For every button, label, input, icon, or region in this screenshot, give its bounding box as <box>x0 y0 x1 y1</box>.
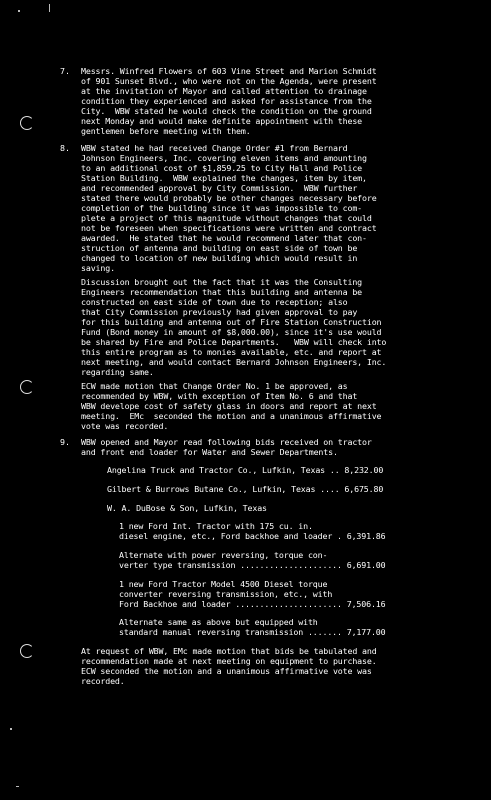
item7-line: City. WBW stated he would check the condition on the ground <box>81 106 372 116</box>
dubose-bid-line: 1 new Ford Tractor Model 4500 Diesel torque <box>119 579 328 589</box>
item8-para2-line: constructed on east side of town due to reception; also <box>81 297 348 307</box>
scan-speck <box>18 10 20 12</box>
scan-speck <box>49 4 50 12</box>
item-number-7: 7. <box>60 66 70 76</box>
item8-para3-line: recommended by WBW, with exception of Item No. 6 and that <box>81 391 358 401</box>
item9-closing-line: recorded. <box>81 676 125 686</box>
item7-line: next Monday and would make definite appointment with these <box>81 116 363 126</box>
dubose-bid-line: verter type transmission ..................... 6,691.00 <box>119 560 386 570</box>
item9-closing-line: At request of WBW, EMc made motion that bids be tabulated and <box>81 646 377 656</box>
scan-speck <box>16 786 19 787</box>
item8-para2-line: Fund (Bond money in amount of $8,000.00), since it's use would <box>81 327 382 337</box>
item8-line: not be foreseen when specifications were written and contract <box>81 223 377 233</box>
item7-line: gentlemen before meeting with them. <box>81 126 251 136</box>
item8-line: completion of the building since it was impossible to com- <box>81 203 363 213</box>
item9-line: and front end loader for Water and Sewer Departments. <box>81 447 338 457</box>
dubose-header: W. A. DuBose & Son, Lufkin, Texas <box>107 503 267 513</box>
item8-para2-line: be shared by Fire and Police Departments. WBW will check into <box>81 337 387 347</box>
item8-para3-line: ECW made motion that Change Order No. 1 be approved, as <box>81 381 348 391</box>
item8-line: Station Building. WBW explained the changes, item by item, <box>81 173 367 183</box>
bid-line: Gilbert & Burrows Butane Co., Lufkin, Texas .... 6,675.80 <box>107 484 384 494</box>
item9-line: WBW opened and Mayor read following bids received on tractor <box>81 437 372 447</box>
item9-closing-line: recommendation made at next meeting on equipment to purchase. <box>81 656 377 666</box>
scan-speck <box>10 728 12 730</box>
dubose-bid-line: diesel engine, etc., Ford backhoe and loader . 6,391.86 <box>119 531 386 541</box>
item8-line: saving. <box>81 263 115 273</box>
punch-hole-bottom <box>20 644 34 658</box>
dubose-bid-line: Alternate with power reversing, torque con- <box>119 550 328 560</box>
item8-para2-line: for this building and antenna out of Fire Station Construction <box>81 317 382 327</box>
item-number-9: 9. <box>60 437 70 447</box>
dubose-bid-line: standard manual reversing transmission ....... 7,177.00 <box>119 627 386 637</box>
item8-para3-line: meeting. EMc seconded the motion and a unanimous affirmative <box>81 411 382 421</box>
item8-line: WBW stated he had received Change Order #1 from Bernard <box>81 143 348 153</box>
item8-para2-line: Engineers recommendation that this building and antenna be <box>81 287 363 297</box>
item8-para3-line: WBW develope cost of safety glass in doors and report at next <box>81 401 377 411</box>
item8-para2-line: next meeting, and would contact Bernard Johnson Engineers, Inc. <box>81 357 387 367</box>
punch-hole-middle <box>20 380 34 394</box>
dubose-bid-line: Alternate same as above but equipped with <box>119 617 318 627</box>
punch-hole-top <box>20 116 34 130</box>
item8-para3-line: vote was recorded. <box>81 421 169 431</box>
item8-line: changed to location of new building which would result in <box>81 253 358 263</box>
item-number-8: 8. <box>60 143 70 153</box>
item7-line: Messrs. Winfred Flowers of 603 Vine Street and Marion Schmidt <box>81 66 377 76</box>
item8-line: to an additional cost of $1,859.25 to City Hall and Police <box>81 163 363 173</box>
item8-para2-line: that City Commission previously had given approval to pay <box>81 307 358 317</box>
item8-line: plete a project of this magnitude without changes that could <box>81 213 372 223</box>
item8-line: and recommended approval by City Commission. WBW further <box>81 183 358 193</box>
item8-line: struction of antenna and building on east side of town be <box>81 243 358 253</box>
item7-line: of 901 Sunset Blvd., who were not on the Agenda, were present <box>81 76 377 86</box>
item8-line: stated there would probably be other changes necessary before <box>81 193 377 203</box>
dubose-bid-line: converter reversing transmission, etc., with <box>119 589 333 599</box>
item8-line: awarded. He stated that he would recommend later that con- <box>81 233 367 243</box>
item8-para2-line: Discussion brought out the fact that it was the Consulting <box>81 277 363 287</box>
bid-line: Angelina Truck and Tractor Co., Lufkin, Texas .. 8,232.00 <box>107 465 384 475</box>
dubose-bid-line: 1 new Ford Int. Tractor with 175 cu. in. <box>119 521 313 531</box>
item7-line: condition they experienced and asked for assistance from the <box>81 96 372 106</box>
item8-para2-line: this entire program as to monies available, etc. and report at <box>81 347 382 357</box>
item9-closing-line: ECW seconded the motion and a unanimous affirmative vote was <box>81 666 372 676</box>
item8-line: Johnson Engineers, Inc. covering eleven items and amounting <box>81 153 367 163</box>
item7-line: at the invitation of Mayor and called attention to drainage <box>81 86 367 96</box>
item8-para2-line: regarding same. <box>81 367 154 377</box>
dubose-bid-line: Ford Backhoe and loader ...................... 7,506.16 <box>119 599 386 609</box>
